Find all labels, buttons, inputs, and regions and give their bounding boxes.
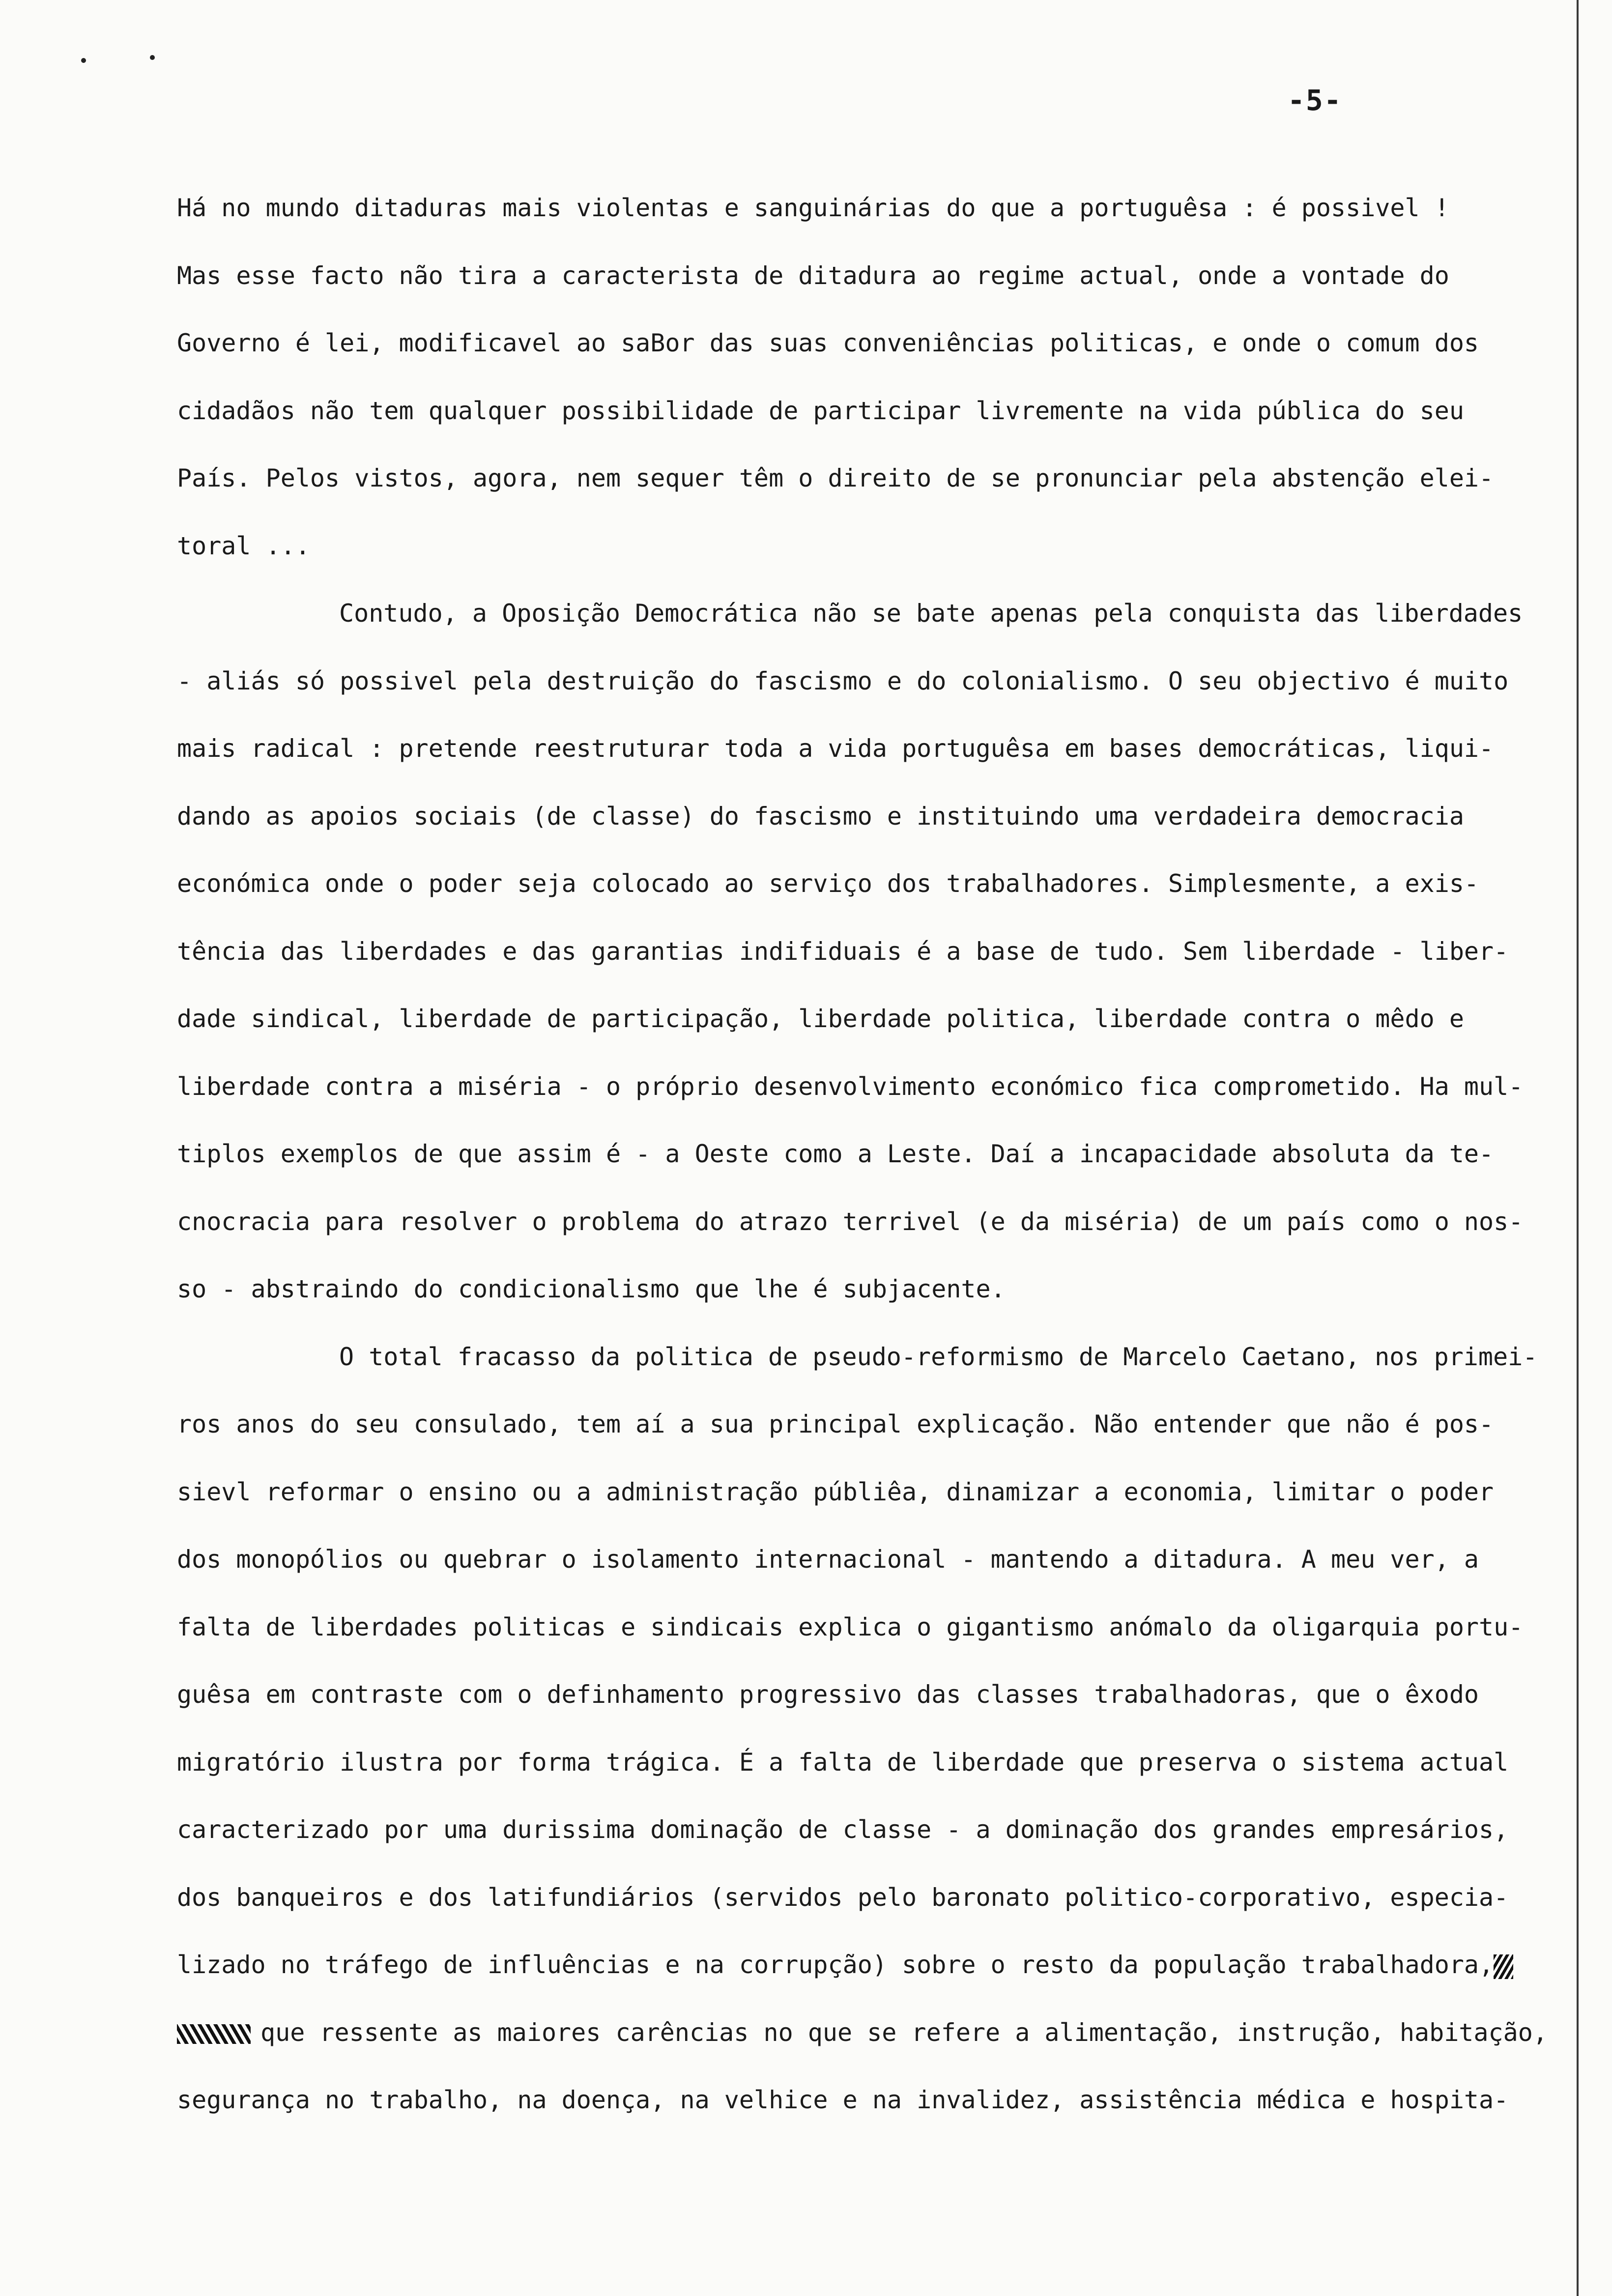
text-line-content: lizado no tráfego de influências e na corrupção) sobre o resto da população trabalhadora, xyxy=(177,1951,1494,1979)
paper-speck xyxy=(81,58,86,63)
text-line xyxy=(177,1999,1578,2067)
text-line-content: que ressente as maiores carências no que se refere a alimentação, instrução, habitação, xyxy=(260,2018,1548,2047)
text-line: Governo é lei, modificavel ao saBor das suas conveniências politicas, e onde o comum dos xyxy=(177,329,1479,357)
text-line: Mas esse facto não tira a caracterista de ditadura ao regime actual, onde a vontade do xyxy=(177,261,1449,290)
text-line: dade sindical, liberdade de participação, liberdade politica, liberdade contra o mêdo e xyxy=(177,1004,1464,1033)
page-number: -5- xyxy=(1288,84,1342,117)
text-line: migratório ilustra por forma trágica. É a falta de liberdade que preserva o sistema actual xyxy=(177,1748,1509,1777)
text-line: cnocracia para resolver o problema do atrazo terrivel (e da miséria) de um país como o nos- xyxy=(177,1207,1524,1236)
text-line: mais radical : pretende reestruturar toda a vida portuguêsa em bases democráticas, liqui- xyxy=(177,734,1494,763)
text-line xyxy=(177,1931,1578,1999)
text-line: Há no mundo ditaduras mais violentas e sanguinárias do que a portuguêsa : é possivel ! xyxy=(177,194,1449,222)
text-line: sievl reformar o ensino ou a administração públiêa, dinamizar a economia, limitar o poder xyxy=(177,1477,1494,1506)
text-line: guêsa em contraste com o definhamento progressivo das classes trabalhadoras, que o êxodo xyxy=(177,1680,1479,1709)
scribble-strikeout-mark xyxy=(177,2024,251,2044)
text-line: liberdade contra a miséria - o próprio desenvolvimento económico fica comprometido. Ha mul- xyxy=(177,1072,1524,1101)
text-line: tência das liberdades e das garantias indifiduais é a base de tudo. Sem liberdade - liber- xyxy=(177,937,1509,966)
typed-text-body xyxy=(177,174,1578,2134)
paper-speck xyxy=(150,55,155,60)
strikeout-mark xyxy=(1494,1954,1513,1979)
text-line: falta de liberdades politicas e sindicais explica o gigantismo anómalo da oligarquia portu- xyxy=(177,1612,1524,1641)
paragraph-start-line: Contudo, a Oposição Democrática não se bate apenas pela conquista das liberdades xyxy=(339,599,1523,628)
text-line: dando as apoios sociais (de classe) do fascismo e instituindo uma verdadeira democracia xyxy=(177,802,1464,831)
paragraph-start-line: O total fracasso da politica de pseudo-reformismo de Marcelo Caetano, nos primei- xyxy=(339,1342,1538,1371)
text-line: segurança no trabalho, na doença, na velhice e na invalidez, assistência médica e hospita- xyxy=(177,2086,1509,2114)
text-line: País. Pelos vistos, agora, nem sequer têm o direito de se pronunciar pela abstenção elei- xyxy=(177,464,1494,492)
text-line: dos monopólios ou quebrar o isolamento internacional - mantendo a ditadura. A meu ver, a xyxy=(177,1545,1479,1574)
text-line: dos banqueiros e dos latifundiários (servidos pelo baronato politico-corporativo, especia- xyxy=(177,1883,1509,1912)
text-line: so - abstraindo do condicionalismo que lhe é subjacente. xyxy=(177,1275,1006,1303)
text-line: toral ... xyxy=(177,531,310,560)
text-line: cidadãos não tem qualquer possibilidade de participar livremente na vida pública do seu xyxy=(177,396,1464,425)
text-line: - aliás só possivel pela destruição do fascismo e do colonialismo. O seu objectivo é muito xyxy=(177,666,1509,695)
text-line: caracterizado por uma durissima dominação de classe - a dominação dos grandes empresários, xyxy=(177,1815,1509,1844)
text-line: tiplos exemplos de que assim é - a Oeste como a Leste. Daí a incapacidade absoluta da te- xyxy=(177,1140,1494,1168)
text-line: económica onde o poder seja colocado ao serviço dos trabalhadores. Simplesmente, a exis- xyxy=(177,869,1479,898)
text-line: ros anos do seu consulado, tem aí a sua principal explicação. Não entender que não é pos- xyxy=(177,1410,1494,1438)
